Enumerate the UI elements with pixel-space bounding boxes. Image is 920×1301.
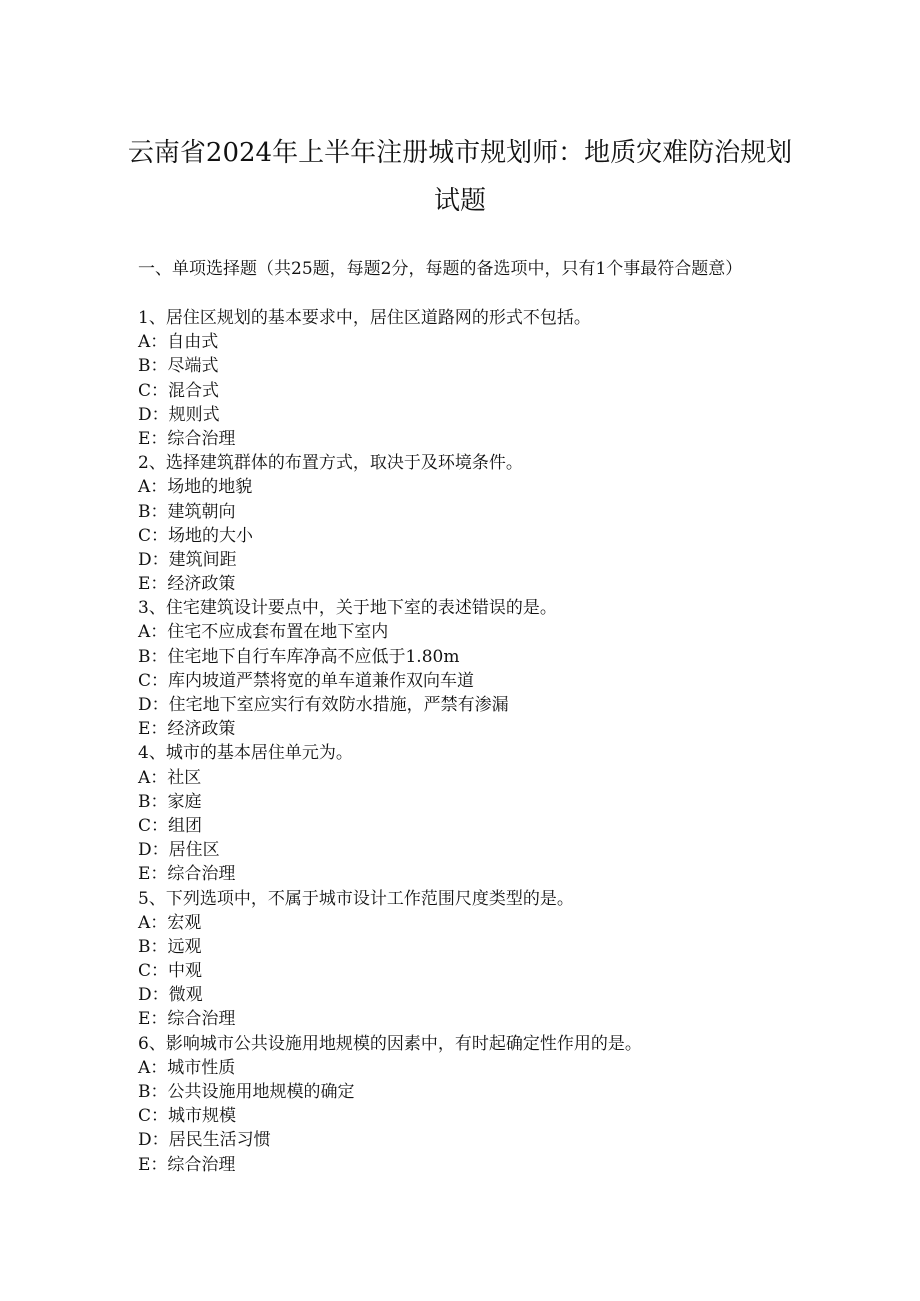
document-title-continued: 试题 (433, 186, 486, 216)
option: D：住宅地下室应实行有效防水措施，严禁有渗漏 (138, 695, 509, 715)
option: D：规则式 (138, 404, 220, 425)
question (138, 596, 788, 741)
option: A：住宅不应成套布置在地下室内 (138, 622, 389, 643)
option: E：经济政策 (138, 719, 236, 740)
option: B：公共设施用地规模的确定 (138, 1082, 355, 1102)
question-stem: 4、城市的基本居住单元为。 (138, 743, 353, 764)
question-stem: 1、居住区规划的基本要求中，居住区道路网的形式不包括。 (138, 308, 591, 328)
option: D：建筑间距 (138, 549, 237, 570)
question (138, 1032, 788, 1177)
option: A：自由式 (138, 332, 219, 353)
option: B：住宅地下自行车库净高不应低于1.80m (138, 646, 460, 667)
section-heading: 一、单项选择题（共25题，每题2分，每题的备选项中，只有1个事最符合题意） (138, 259, 743, 279)
option: A：宏观 (138, 912, 202, 933)
option: E：综合治理 (138, 1154, 236, 1175)
option: B：建筑朝向 (138, 501, 236, 522)
option: D：居民生活习惯 (138, 1130, 271, 1151)
option: C：组团 (138, 815, 203, 836)
option: D：微观 (138, 985, 203, 1006)
question-stem: 2、选择建筑群体的布置方式，取决于及环境条件。 (138, 453, 523, 474)
question (138, 887, 788, 1032)
option: E：综合治理 (138, 428, 236, 449)
option: B：尽端式 (138, 356, 219, 377)
question (138, 741, 788, 886)
question (138, 451, 788, 596)
document-title: 云南省2024年上半年注册城市规划师：地质灾难防治规划 (127, 138, 793, 168)
option: A：场地的地貌 (138, 477, 253, 498)
option: E：综合治理 (138, 1009, 236, 1030)
option: E：经济政策 (138, 574, 236, 595)
question-list (138, 306, 788, 1177)
question-stem: 5、下列选项中，不属于城市设计工作范围尺度类型的是。 (138, 888, 574, 909)
question (138, 306, 788, 451)
option: A：社区 (138, 767, 202, 788)
option: B：家庭 (138, 791, 202, 812)
option: C：库内坡道严禁将宽的单车道兼作双向车道 (138, 670, 475, 691)
option: C：混合式 (138, 380, 220, 401)
option: D：居住区 (138, 840, 220, 861)
option: C：中观 (138, 961, 203, 982)
option: C：场地的大小 (138, 525, 254, 546)
question-stem: 6、影响城市公共设施用地规模的因素中，有时起确定性作用的是。 (138, 1033, 642, 1054)
question-stem: 3、住宅建筑设计要点中，关于地下室的表述错误的是。 (138, 598, 557, 619)
option: C：城市规模 (138, 1106, 237, 1127)
option: E：综合治理 (138, 864, 236, 885)
option: A：城市性质 (138, 1057, 236, 1078)
option: B：远观 (138, 936, 202, 957)
